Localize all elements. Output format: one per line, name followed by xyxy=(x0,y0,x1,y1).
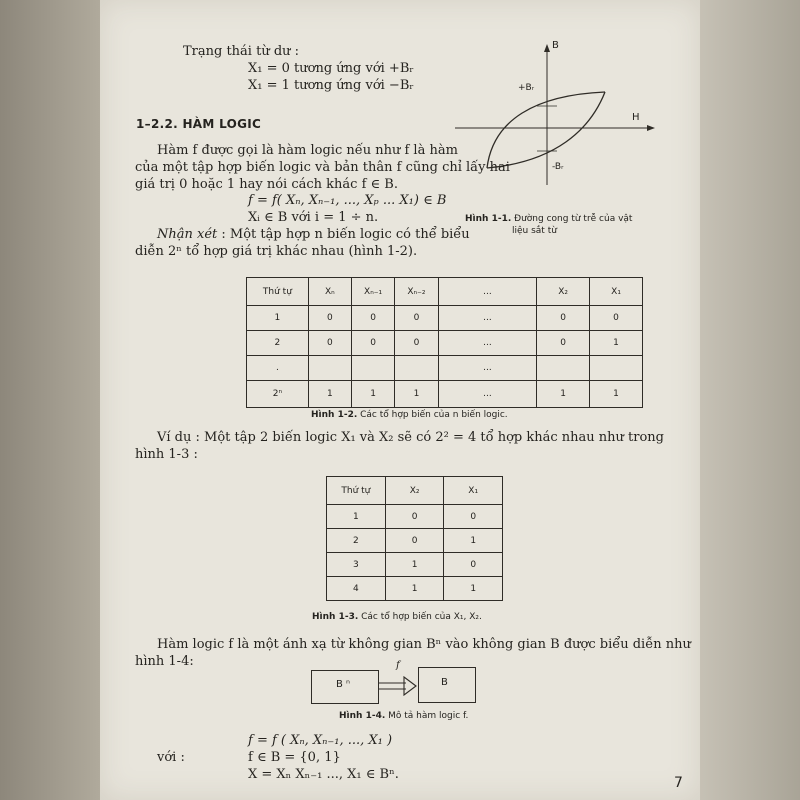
remark-line2: diễn 2ⁿ tổ hợp giá trị khác nhau (hình 1-2). xyxy=(135,244,418,259)
table-cell: 1 xyxy=(444,577,503,601)
table-cell xyxy=(537,356,590,381)
axis-label-b: B xyxy=(552,40,559,51)
table-cell: 0 xyxy=(351,331,394,356)
table-row xyxy=(327,577,503,601)
table-header-cell: Thứ tự xyxy=(247,278,309,306)
table2-caption xyxy=(311,410,508,420)
residual-line-2: X₁ = 1 tương ứng với −Bᵣ xyxy=(248,78,414,93)
table-cell: 1 xyxy=(327,505,386,529)
table-cell: 1 xyxy=(247,306,309,331)
label-minus-br: -Bᵣ xyxy=(552,162,564,172)
table-cell xyxy=(308,356,351,381)
table-cell: 1 xyxy=(444,529,503,553)
mapping-arrow xyxy=(378,672,418,700)
table-cell: 2 xyxy=(247,331,309,356)
table-header-cell: Xₙ₋₁ xyxy=(351,278,394,306)
table-cell: ... xyxy=(438,356,537,381)
table-cell: 0 xyxy=(444,505,503,529)
table-header-cell: Thứ tự xyxy=(327,477,386,505)
final-formula-3: X = Xₙ Xₙ₋₁ ..., X₁ ∈ Bⁿ. xyxy=(248,767,399,782)
hysteresis-figure xyxy=(445,40,660,215)
axis-label-h: H xyxy=(632,112,640,123)
table3-caption-num: Hình 1-3. xyxy=(312,612,359,622)
table-cell: 0 xyxy=(395,306,438,331)
table-header-cell: Xₙ xyxy=(308,278,351,306)
table2-caption-num: Hình 1-2. xyxy=(311,410,358,420)
table-header-row xyxy=(327,477,503,505)
table-cell xyxy=(590,356,643,381)
table-cell xyxy=(395,356,438,381)
remark-text-1: : Một tập hợp n biến logic có thể biểu xyxy=(221,227,470,242)
para1-line1: Hàm f được gọi là hàm logic nếu như f là hàm xyxy=(157,143,458,158)
example-line1: Ví dụ : Một tập 2 biến logic X₁ và X₂ sẽ có 2² = 4 tổ hợp khác nhau như trong xyxy=(157,430,664,445)
table-cell: 0 xyxy=(308,331,351,356)
table3-caption-text: Các tổ hợp biến của X₁, X₂. xyxy=(361,612,482,622)
table3-caption xyxy=(312,612,482,622)
figure4-caption-num: Hình 1-4. xyxy=(339,711,386,721)
codomain-box xyxy=(418,667,476,703)
example-line2: hình 1-3 : xyxy=(135,447,198,462)
table-cell: 0 xyxy=(537,306,590,331)
table-header-cell: ... xyxy=(438,278,537,306)
domain-box-label: B ⁿ xyxy=(336,679,351,690)
table-cell: 1 xyxy=(395,381,438,408)
table-cell: ... xyxy=(438,381,537,408)
figure1-caption-text-1: Đường cong từ trễ của vật xyxy=(514,214,633,224)
final-with: với : xyxy=(157,750,185,765)
background-left xyxy=(0,0,100,800)
mapping-line2: hình 1-4: xyxy=(135,654,194,669)
table-cell: 0 xyxy=(537,331,590,356)
table-row xyxy=(327,505,503,529)
table-cell: 1 xyxy=(385,553,444,577)
table-cell: 3 xyxy=(327,553,386,577)
page-number: 7 xyxy=(674,775,683,791)
table-cell: 0 xyxy=(308,306,351,331)
table-header-cell: X₁ xyxy=(444,477,503,505)
domain-box xyxy=(311,670,379,704)
final-formula-1: f = f ( Xₙ, Xₙ₋₁, ..., X₁ ) xyxy=(248,733,393,748)
table-cell: 1 xyxy=(351,381,394,408)
table-row xyxy=(327,553,503,577)
table-header-row xyxy=(247,278,643,306)
table-header-cell: X₂ xyxy=(385,477,444,505)
table-row xyxy=(247,306,643,331)
table-row xyxy=(247,331,643,356)
table-cell: 4 xyxy=(327,577,386,601)
background-right xyxy=(700,0,800,800)
combination-table-n xyxy=(246,277,643,408)
table2-caption-text: Các tổ hợp biến của n biến logic. xyxy=(360,410,508,420)
table-cell: 2 xyxy=(327,529,386,553)
formula-xi: Xᵢ ∈ B với i = 1 ÷ n. xyxy=(248,210,379,225)
table-cell: 0 xyxy=(385,505,444,529)
book-page xyxy=(100,0,700,800)
table-cell: 1 xyxy=(590,381,643,408)
residual-line-1: X₁ = 0 tương ứng với +Bᵣ xyxy=(248,61,414,76)
table-cell: ... xyxy=(438,331,537,356)
table-cell: 1 xyxy=(385,577,444,601)
label-plus-br: +Bᵣ xyxy=(518,83,535,93)
figure1-caption-text-2: liệu sắt từ xyxy=(512,226,557,236)
table-header-cell: X₂ xyxy=(537,278,590,306)
remark-label: Nhận xét xyxy=(157,227,218,242)
figure4-caption xyxy=(339,711,468,721)
residual-intro: Trạng thái từ dư : xyxy=(183,44,300,59)
para1-line2: của một tập hợp biến logic và bản thân f cũng chỉ lấy hai xyxy=(135,160,510,175)
figure1-caption xyxy=(465,214,632,224)
table-cell: 2ⁿ xyxy=(247,381,309,408)
figure1-caption-num: Hình 1-1. xyxy=(465,214,512,224)
table-cell: 0 xyxy=(385,529,444,553)
table-cell: 1 xyxy=(590,331,643,356)
formula-f: f = f( Xₙ, Xₙ₋₁, ..., Xₚ ... X₁) ∈ B xyxy=(248,193,447,208)
section-heading: 1–2.2. HÀM LOGIC xyxy=(136,117,262,131)
figure4-caption-text: Mô tả hàm logic f. xyxy=(388,711,469,721)
table-cell: ... xyxy=(438,306,537,331)
mapping-line1: Hàm logic f là một ánh xạ từ không gian Bⁿ vào không gian B được biểu diễn như xyxy=(157,637,691,652)
table-cell: 0 xyxy=(590,306,643,331)
para1-line3: giá trị 0 hoặc 1 hay nói cách khác f ∈ B. xyxy=(135,177,398,192)
combination-table-2 xyxy=(326,476,503,601)
table-cell: 1 xyxy=(308,381,351,408)
table-row xyxy=(247,381,643,408)
table-cell: . xyxy=(247,356,309,381)
table-cell: 0 xyxy=(395,331,438,356)
final-formula-2: f ∈ B = {0, 1} xyxy=(248,750,341,765)
table-header-cell: Xₙ₋₂ xyxy=(395,278,438,306)
table-row xyxy=(247,356,643,381)
table-row xyxy=(327,529,503,553)
table-cell: 0 xyxy=(444,553,503,577)
table-cell: 0 xyxy=(351,306,394,331)
remark-line1 xyxy=(157,227,470,242)
table-header-cell: X₁ xyxy=(590,278,643,306)
table-cell xyxy=(351,356,394,381)
codomain-box-label: B xyxy=(441,677,448,688)
table-cell: 1 xyxy=(537,381,590,408)
arrow-label-f: f xyxy=(396,660,400,671)
